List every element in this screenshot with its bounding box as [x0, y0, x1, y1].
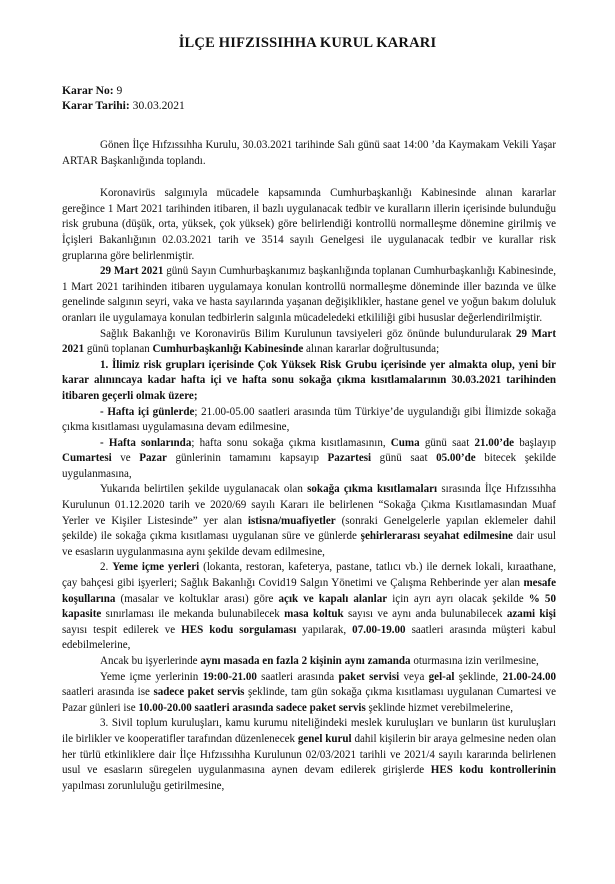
text-run: 1. İlimiz risk grupları içerisinde Çok Yüksek Risk Grubu içerisinde yer almakta olup, yeni bir karar alınıncaya kadar hafta içi ve hafta sonu sokağa çıkma kısıtlamalarının 30.03.2021 tarihinden itibaren geçerli olmak üzere; — [62, 358, 556, 402]
text-run: sadece paket servis — [153, 686, 245, 699]
paragraph-table-limit — [62, 654, 556, 670]
document-body — [62, 138, 556, 794]
text-run: aynı masada en fazla 2 kişinin aynı zamanda — [200, 655, 411, 667]
text-run: Yeme içme yerlerinin — [100, 670, 203, 683]
text-run: alınan kararlar doğrultusunda; — [303, 343, 440, 356]
text-run: günlerinin tamamını kapsayıp — [166, 452, 328, 465]
text-run: 21.00-24.00 — [502, 670, 556, 683]
text-run: (masalar ve koltuklar arası) göre — [115, 592, 279, 605]
text-run: azami kişi — [506, 608, 556, 621]
text-run: sokağa çıkma kısıtlamaları — [307, 483, 438, 496]
text-run: şeklinde, — [454, 670, 503, 683]
paragraph-cabinet-meeting — [62, 264, 556, 326]
text-run: Cumartesi — [62, 452, 112, 465]
text-run: mesafe koşullarına — [62, 577, 556, 605]
text-run: paket servisi — [338, 670, 400, 683]
item-2-restaurants — [62, 560, 556, 654]
text-run: Yeme içme yerleri — [112, 561, 200, 574]
text-run: Yukarıda belirtilen şekilde uygulanacak olan — [100, 483, 308, 496]
text-run: sayısı ve aynı anda bulunabilecek — [343, 608, 507, 621]
text-run: sınırlaması ile mekanda bulunabilecek — [101, 608, 285, 621]
decision-number-value: 9 — [113, 84, 123, 97]
text-run: 07.00-19.00 — [352, 623, 406, 636]
document-title: İLÇE HIFZISSIHHA KURUL KARARI — [178, 35, 437, 51]
text-run: HES kodu sorgulaması — [181, 623, 297, 636]
text-run: günü saat — [419, 436, 475, 449]
text-run: 29 Mart 2021 — [62, 327, 556, 356]
text-run: Cumhurbaşkanlığı Kabinesinde — [152, 343, 304, 356]
text-run: Pazar — [139, 452, 167, 465]
text-run: genel kurul — [297, 732, 352, 745]
text-run: şehirlerarası seyahat edilmesine — [360, 530, 513, 543]
text-run: bitecek şekilde uygulanmasına, — [62, 452, 556, 480]
text-run: günü saat — [371, 452, 437, 465]
text-run: 10.00-20.00 saatleri arasında sadece paket servis — [138, 701, 366, 714]
item-1-risk-group — [62, 358, 556, 405]
text-run: 19:00-21.00 — [202, 670, 257, 683]
text-run: (sonraki Genelgelerle yapılan eklemeler dahil şekilde) ile sokağa çıkma kısıtlaması uygulanan süre ve günlerde — [62, 514, 556, 543]
text-run: şeklinde hizmet verebilmelerine, — [365, 701, 513, 714]
paragraph-decisions-intro — [62, 327, 556, 358]
paragraph-background: Koronavirüs salgınıyla mücadele kapsamında Cumhurbaşkanlığı Kabinesinde alınan kararlar gereğince 1 Mart 2021 tarihinden itibaren, il bazlı uygulanacak tedbir ve kuralların illerin içerisinde bulunduğu risk grubuna (düşük, orta, yüksek, çok yüksek) göre belirlendiği kontrollü normalleşme dönemine girilmiş ve İçişleri Bakanlığının 02.03.2021 tarih ve 3514 sayılı Genelgesi ile uygulanacak tedbir ve kurallar risk gruplarına göre belirlenmiştir. — [62, 187, 556, 262]
weekend-curfew — [62, 436, 556, 483]
text-run: Ancak bu işyerlerinde — [100, 655, 201, 667]
decision-date-label: Karar Tarihi: — [62, 99, 130, 112]
text-run: saatleri arasında müşteri kabul edebilmelerine, — [62, 623, 556, 652]
text-run: sırasında İlçe Hıfzıssıhha Kurulunun 01.12.2020 tarih ve 2020/69 sayılı Kararı ile belirlenen “Sokağa Çıkma Kısıtlamasından Muaf Yerler ve Kişiler Listesinde” yer alan — [62, 483, 556, 527]
text-run: günü toplanan — [84, 343, 153, 356]
text-run: dahil kişilerin bir araya gelmesine neden olan her türlü etkinliklere dair İlçe Hıfzıssıhha Kurulunun 02/03/2021 tarihli ve 2021/4 sayılı kararında belirlenen usul ve esasların süregelen uygulanmasına aynen devam edilerek girişlerde — [62, 732, 556, 777]
text-run: başlayıp — [514, 436, 557, 449]
text-run: 29 Mart 2021 — [100, 265, 164, 278]
text-run: Sağlık Bakanlığı ve Koronavirüs Bilim Kurulunun tavsiyeleri göz önünde bulundurularak — [100, 327, 516, 340]
text-run: (lokanta, restoran, kafeterya, pastane, tatlıcı vb.) ile dernek lokali, kıraathane, çay bahçesi gibi işyerleri; Sağlık Bakanlığı Covid19 Salgın Yönetimi ve Çalışma Rehberinde yer alan — [62, 561, 556, 590]
text-run: günü Sayın Cumhurbaşkanımız başkanlığında toplanan Cumhurbaşkanlığı Kabinesinde, 1 Mart 2021 tarihinden itibaren uygulamaya konulan kontrollü normalleşme döneminde iller bazında ve ülke genelinde salgının seyri, vaka ve hasta sayılarında yaşanan değişiklikler, hastane genel ve yoğun bakım doluluk oranları ile uygulamaya konulan tedbirlerin salgınla mücadeledeki etkililiği gibi hususlar değerlendirilmiştir. — [62, 265, 556, 324]
text-run: ; 21.00-05.00 saatleri arasında tüm Türkiye’de uygulandığı gibi İlimizde sokağa çıkma kısıtlaması uygulamasına devam edilmesine, — [62, 405, 556, 434]
text-run: yapılarak, — [296, 623, 353, 636]
text-run: % 50 kapasite — [62, 592, 556, 621]
text-run: - Hafta sonlarında — [100, 436, 192, 449]
text-run: ; hafta sonu sokağa çıkma kısıtlamasının, — [191, 436, 391, 449]
weekday-curfew — [62, 405, 556, 436]
text-run: Pazartesi — [327, 452, 372, 465]
text-run: veya — [399, 670, 429, 683]
paragraph-takeaway — [62, 670, 556, 717]
text-run: gel-al — [428, 670, 455, 683]
text-run: - Hafta içi günlerde — [100, 405, 195, 418]
paragraph-meeting: Gönen İlçe Hıfzıssıhha Kurulu, 30.03.2021 tarihinde Salı günü saat 14:00 ’da Kaymakam Vekili Yaşar ARTAR Başkanlığında toplandı. — [62, 139, 556, 167]
text-run: 21.00’de — [474, 436, 515, 449]
text-run: sayısı tespit edilerek ve — [62, 623, 182, 636]
text-run: oturmasına izin verilmesine, — [410, 655, 539, 667]
text-run: istisna/muafiyetler — [247, 514, 336, 527]
text-run: 3. Sivil toplum kuruluşları, kamu kurumu niteliğindeki meslek kuruluşları ve bunların üst kuruluşları ile birlikler ve kooperatifler tarafından düzenlenecek — [62, 717, 556, 745]
text-run: Cuma — [390, 436, 420, 449]
item-3-general-assemblies — [62, 716, 556, 794]
text-run: saatleri arasında ise — [62, 686, 154, 699]
text-run: şeklinde, tam gün sokağa çıkma kısıtlaması uygulanan Cumartesi ve Pazar günleri ise — [62, 686, 556, 714]
decision-date-value: 30.03.2021 — [129, 99, 185, 112]
text-run: masa koltuk — [284, 608, 344, 621]
decision-number — [62, 83, 122, 98]
text-run: 05.00’de — [436, 452, 476, 465]
text-run: ve — [111, 452, 140, 465]
text-run: dair usul ve esasların uygulanmasına aynı şekilde devam edilmesine, — [62, 530, 556, 558]
text-run: açık ve kapalı alanlar — [278, 592, 388, 605]
text-run: yapılması zorunluluğu getirilmesine, — [62, 779, 225, 792]
text-run: için ayrı ayrı olacak şekilde — [387, 592, 529, 605]
text-run: HES kodu kontrollerinin — [430, 764, 556, 777]
text-run: 2. — [100, 561, 113, 574]
decision-number-label: Karar No: — [62, 84, 114, 97]
decision-date — [62, 98, 185, 113]
paragraph-exemptions — [62, 482, 556, 560]
text-run: saatleri arasında — [256, 670, 339, 683]
